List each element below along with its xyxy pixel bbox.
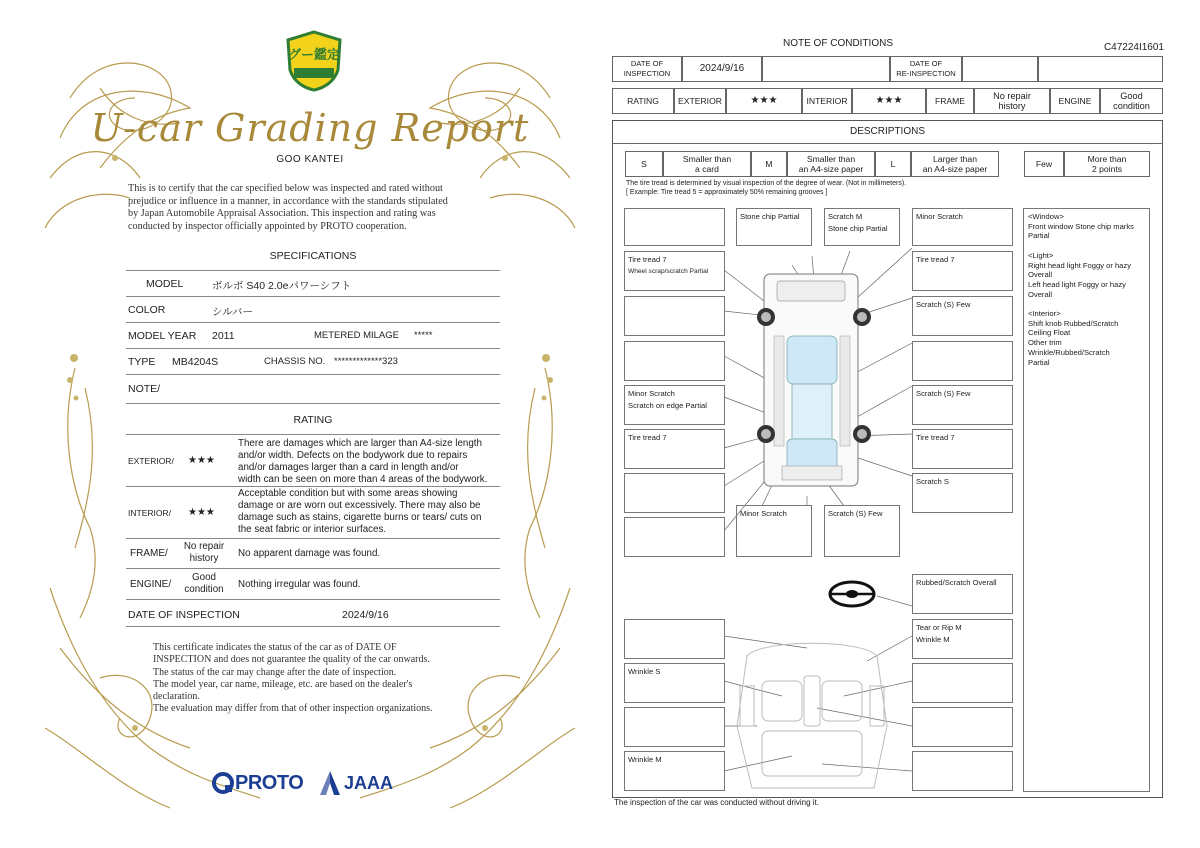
sheet-title: NOTE OF CONDITIONS xyxy=(783,38,893,49)
damage-note: Scratch on edge Partial xyxy=(628,401,707,410)
badge-text: グー鑑定 xyxy=(287,47,340,62)
interior-stars: ★★★ xyxy=(188,507,215,518)
mileage-label: METERED MILAGE xyxy=(314,330,399,341)
date-value: 2024/9/16 xyxy=(342,609,389,621)
damage-note: Minor Scratch xyxy=(740,509,787,518)
damage-box-left-5 xyxy=(624,429,725,469)
legend-few: Few xyxy=(1024,151,1064,177)
proto-logo-text: PROTO xyxy=(235,771,304,794)
legend-line: an A4-size paper xyxy=(922,164,988,174)
engine-label: ENGINE xyxy=(1050,88,1100,114)
note-line: [ Example: Tire tread 5 = approximately 50% remaining grooves ] xyxy=(626,189,828,196)
damage-box-interior-1 xyxy=(912,619,1013,659)
model-year-value: 2011 xyxy=(212,330,235,342)
divider xyxy=(126,270,500,271)
damage-box-interior-2 xyxy=(624,663,725,703)
disclaimer-line: This certificate indicates the status of the car as of DATE OF xyxy=(153,642,397,653)
intro-line: by Japan Automobile Appraisal Association. This inspection and rating was xyxy=(128,208,436,219)
damage-box-empty xyxy=(624,341,725,381)
intro-line: prejudice or influence in a manner, in accordance with the standards stipulated xyxy=(128,195,448,207)
disclaimer-line: The status of the car may change after the date of inspection. xyxy=(153,666,397,678)
condition-notes-panel xyxy=(1023,208,1150,792)
notes-line: Overall xyxy=(1028,270,1053,280)
legend-line: Smaller than xyxy=(806,154,856,164)
interior-label: INTERIOR/ xyxy=(128,508,171,518)
chassis-value: *************323 xyxy=(334,356,398,367)
sheet-footer: The inspection of the car was conducted without driving it. xyxy=(614,798,819,807)
damage-box-right-1 xyxy=(912,251,1013,291)
damage-note: Tire tread 7 xyxy=(916,433,955,442)
goo-kantei-badge xyxy=(286,30,342,92)
color-label: COLOR xyxy=(128,304,166,316)
certificate-subtitle: GOO KANTEI xyxy=(276,154,344,165)
car-interior-icon xyxy=(737,643,887,788)
notes-line: Other trim xyxy=(1028,338,1062,348)
engine-value-line: Good xyxy=(192,572,216,583)
frame-label: FRAME xyxy=(926,88,974,114)
value-line: No repair xyxy=(993,91,1031,101)
frame-value-line: No repair xyxy=(183,541,225,552)
damage-box-empty xyxy=(624,473,725,513)
damage-box-empty xyxy=(624,619,725,659)
desc-line: damage or are worn out excessively. There may also be xyxy=(238,500,481,511)
date-row xyxy=(126,602,500,627)
legend-s: S xyxy=(625,151,663,177)
legend-line: a card xyxy=(695,164,719,174)
interior-stars: ★★★ xyxy=(852,88,926,114)
exterior-description xyxy=(238,438,500,486)
damage-box-right-2 xyxy=(912,296,1013,336)
damage-note: Tire tread 7 xyxy=(628,255,667,264)
damage-box-top-1 xyxy=(736,208,812,246)
damage-box-empty xyxy=(624,296,725,336)
damage-note: Tire tread 7 xyxy=(628,433,667,442)
desc-line: There are damages which are larger than A4-size length xyxy=(238,438,482,449)
desc-line: the seat fabric or interior surfaces. xyxy=(238,524,387,535)
interior-description xyxy=(238,488,500,536)
intro-line: conducted by inspector officially appointed by PROTO cooperation. xyxy=(128,220,407,232)
engine-label: ENGINE/ xyxy=(130,579,172,590)
desc-line: and/or damages larger than a card in length and/or xyxy=(238,462,459,473)
damage-box-top-2 xyxy=(824,208,900,246)
jaaa-mark-icon xyxy=(320,771,340,795)
note-line: The tire tread is determined by visual inspection of the degree of wear. (Not in millimeters). xyxy=(626,180,907,187)
damage-note: Stone chip Partial xyxy=(828,224,888,233)
frame-value-line: history xyxy=(189,553,219,564)
legend-line: 2 points xyxy=(1091,164,1123,174)
type-label: TYPE xyxy=(128,356,156,368)
specifications-header: SPECIFICATIONS xyxy=(269,250,357,262)
notes-line: Front window Stone chip marks xyxy=(1028,221,1134,231)
notes-line: Wrinkle/Rubbed/Scratch xyxy=(1028,347,1110,357)
damage-note: Scratch (S) Few xyxy=(916,389,971,398)
proto-p-icon xyxy=(212,772,234,794)
damage-box-empty xyxy=(624,707,725,747)
proto-logo xyxy=(212,770,303,796)
intro-line: This is to certify that the car specified below was inspected and rated without xyxy=(128,183,443,194)
descriptions-header: DESCRIPTIONS xyxy=(612,120,1163,144)
note-label: NOTE/ xyxy=(128,383,161,395)
frame-description: No apparent damage was found. xyxy=(238,548,381,559)
notes-line: Partial xyxy=(1028,231,1050,241)
notes-line: Shift knob Rubbed/Scratch xyxy=(1028,318,1119,328)
sheet-code: C47224I1601 xyxy=(1103,42,1164,53)
damage-note: Wrinkle S xyxy=(628,667,661,676)
damage-box-interior-3 xyxy=(624,751,725,791)
steering-wheel-icon xyxy=(830,582,874,606)
exterior-label: EXTERIOR xyxy=(674,88,726,114)
desc-line: and/or width. Defects on the bodywork due to repairs xyxy=(238,450,468,461)
exterior-label: EXTERIOR/ xyxy=(128,456,174,466)
spec-row-type xyxy=(126,350,500,375)
certificate-disclaimer xyxy=(153,642,513,716)
notes-line: <Interior> xyxy=(1028,309,1061,318)
damage-note: Minor Scratch xyxy=(628,389,675,398)
damage-box-bottom-1 xyxy=(736,505,812,557)
value-line: history xyxy=(998,101,1026,111)
spec-row-color xyxy=(126,298,500,323)
spec-row-year xyxy=(126,324,500,349)
car-top-view-icon xyxy=(757,274,871,486)
divider xyxy=(126,434,500,435)
damage-note: Wrinkle M xyxy=(916,635,950,644)
jaaa-logo-text: JAAA xyxy=(344,772,394,793)
date-inspection-value: 2024/9/16 xyxy=(682,56,762,82)
rating-header: RATING xyxy=(293,414,333,426)
damage-note: Wrinkle M xyxy=(628,755,662,764)
desc-line: damage such as stains, cigarette burns or tears/ cuts on xyxy=(238,512,482,523)
rating-row-exterior xyxy=(126,436,500,487)
notes-line: Partial xyxy=(1028,357,1050,367)
color-value: シルバー xyxy=(212,306,254,318)
legend-line: Smaller than xyxy=(682,154,732,164)
jaaa-logo xyxy=(320,770,393,796)
notes-line: Left head light Foggy or hazy xyxy=(1028,279,1126,289)
damage-box-empty xyxy=(624,517,725,557)
damage-box-empty xyxy=(912,341,1013,381)
notes-line: <Light> xyxy=(1028,250,1054,260)
damage-note: Rubbed/Scratch Overall xyxy=(916,578,997,587)
damage-box-empty xyxy=(912,707,1013,747)
notes-line: Right head light Foggy or hazy xyxy=(1028,260,1131,270)
legend-line: More than xyxy=(1087,154,1127,164)
legend-m: M xyxy=(751,151,787,177)
label-line: DATE OF xyxy=(909,59,943,68)
notes-line xyxy=(1028,299,1145,309)
rating-row-interior xyxy=(126,488,500,539)
note-of-conditions-sheet xyxy=(612,36,1164,812)
disclaimer-line: INSPECTION and does not guarantee the quality of the car onwards. xyxy=(153,654,430,666)
damage-box-right-6 xyxy=(912,473,1013,513)
model-year-label: MODEL YEAR xyxy=(128,330,197,342)
interior-label: INTERIOR xyxy=(802,88,852,114)
engine-description: Nothing irregular was found. xyxy=(238,579,361,590)
label-line: RE-INSPECTION xyxy=(896,69,956,78)
damage-box-bottom-2 xyxy=(824,505,900,557)
damage-note: Scratch (S) Few xyxy=(916,300,971,309)
damage-box-steering xyxy=(912,574,1013,614)
frame-label: FRAME/ xyxy=(130,548,168,559)
label-line: DATE OF xyxy=(630,59,664,68)
damage-note: Tire tread 7 xyxy=(916,255,955,264)
notes-line: <Window> xyxy=(1028,212,1064,221)
frame-value xyxy=(178,541,230,565)
damage-note: Wheel scrap/scratch Partial xyxy=(628,268,709,275)
damage-box-empty xyxy=(912,663,1013,703)
damage-box-empty xyxy=(912,751,1013,791)
legend-l: L xyxy=(875,151,911,177)
chassis-label: CHASSIS NO. xyxy=(264,356,326,367)
legend-line: an A4-size paper xyxy=(798,164,864,174)
desc-line: width can be seen on more than 4 areas of the bodywork. xyxy=(238,474,488,485)
model-label: MODEL xyxy=(146,278,184,290)
grading-certificate xyxy=(40,28,580,818)
value-line: condition xyxy=(1113,101,1150,111)
damage-box-left-1 xyxy=(624,251,725,291)
disclaimer-line: declaration. xyxy=(153,691,200,703)
rating-row-engine xyxy=(126,570,500,600)
label-line: INSPECTION xyxy=(623,69,671,78)
legend-line: Larger than xyxy=(933,154,977,164)
value-line: Good xyxy=(1120,91,1143,101)
damage-box-top-3 xyxy=(912,208,1013,246)
exterior-stars: ★★★ xyxy=(726,88,802,114)
damage-note: Stone chip Partial xyxy=(740,212,800,221)
desc-line: Acceptable condition but with some areas showing xyxy=(238,488,458,499)
damage-note: Scratch M xyxy=(828,212,863,221)
disclaimer-line: The evaluation may differ from that of other inspection organizations. xyxy=(153,703,433,715)
rating-label: RATING xyxy=(612,88,674,114)
damage-note: Tear or Rip M xyxy=(916,623,962,632)
damage-box-right-5 xyxy=(912,429,1013,469)
date-label: DATE OF INSPECTION xyxy=(128,609,240,621)
model-value: ボルボ S40 2.0eパワーシフト xyxy=(212,280,352,292)
engine-value-line: condition xyxy=(184,584,224,595)
spec-row-note xyxy=(126,376,500,404)
rating-row-frame xyxy=(126,540,500,569)
damage-box-right-4 xyxy=(912,385,1013,425)
damage-box-left-4 xyxy=(624,385,725,425)
damage-note: Minor Scratch xyxy=(916,212,963,221)
type-value: MB4204S xyxy=(172,356,219,368)
notes-line: Ceiling Float xyxy=(1028,328,1071,338)
notes-line xyxy=(1028,241,1145,251)
certificate-title: U-car Grading Report xyxy=(90,106,530,150)
damage-box-empty xyxy=(624,208,725,246)
spec-row-model xyxy=(126,272,500,297)
damage-note: Scratch (S) Few xyxy=(828,509,883,518)
exterior-stars: ★★★ xyxy=(188,455,215,466)
engine-value xyxy=(178,572,230,596)
notes-line: Overall xyxy=(1028,289,1053,299)
disclaimer-line: The model year, car name, mileage, etc. are based on the dealer's xyxy=(153,678,413,690)
damage-note: Scratch S xyxy=(916,477,949,486)
mileage-value: ***** xyxy=(414,330,433,341)
certificate-intro xyxy=(128,183,508,233)
